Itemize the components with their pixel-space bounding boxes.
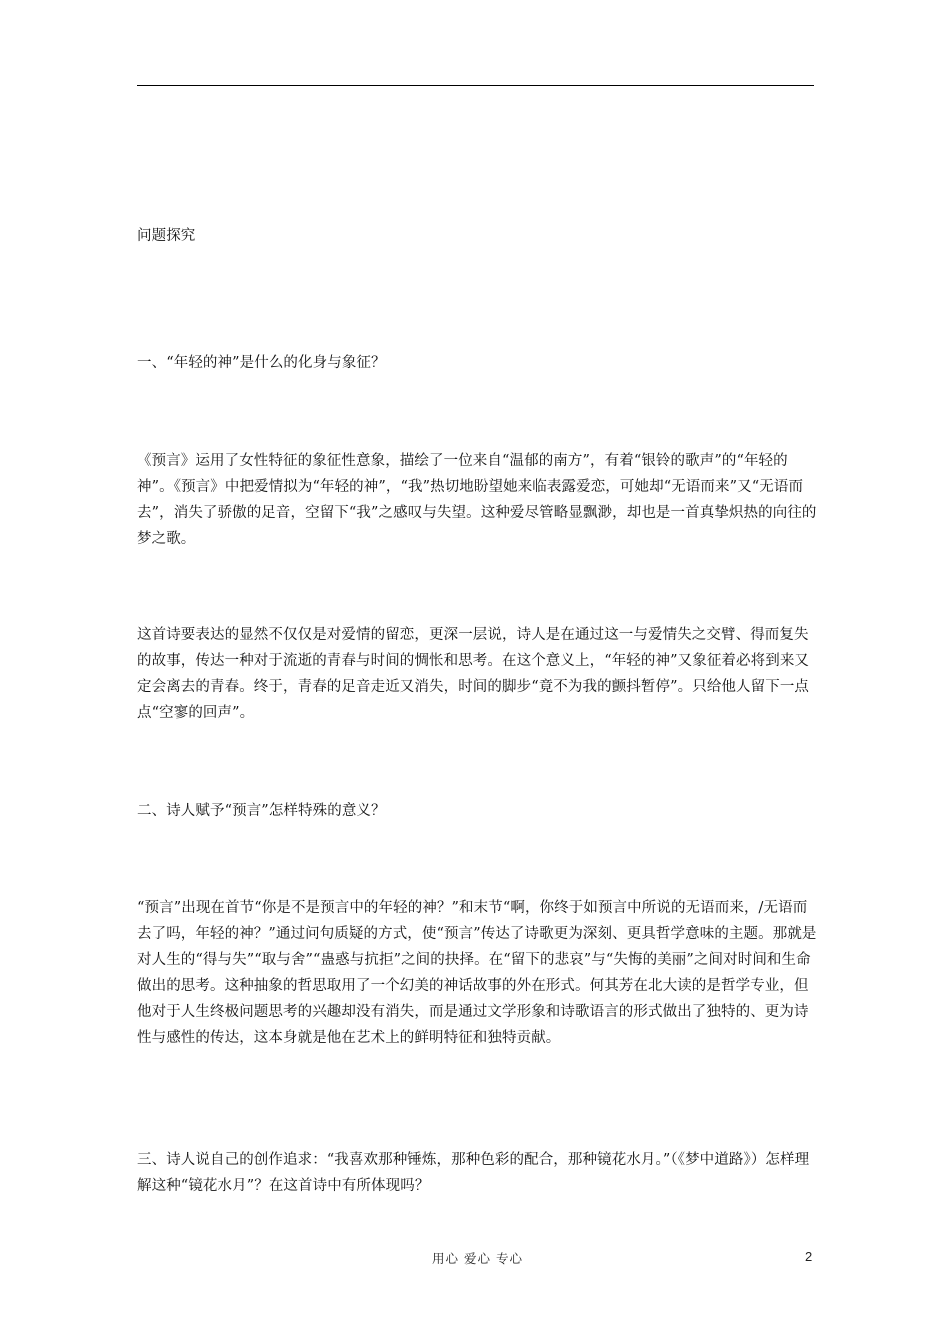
question-2-paragraph-1: “预言”出现在首节“你是不是预言中的年轻的神？”和末节“啊，你终于如预言中所说的无语而来，/无语而去了吗，年轻的神？”通过问句质疑的方式，使“预言”传达了诗歌更为深刻、更具哲学意味的主题。那就是对人生的“得与失”“取与舍”“蛊惑与抗拒”之间的抉择。在“留下的悲哀”与“失悔的美丽”之间对时间和生命做出的思考。这种抽象的哲思取用了一个幻美的神话故事的外在形式。何其芳在北大读的是哲学专业，但他对于人生终极问题思考的兴趣却没有消失，而是通过文学形象和诗歌语言的形式做出了独特的、更为诗性与感性的传达，这本身就是他在艺术上的鲜明特征和独特贡献。	[137, 900, 817, 1046]
question-3-heading: 三、诗人说自己的创作追求：“我喜欢那种锤炼，那种色彩的配合，那种镜花水月。”（《梦中道路》）怎样理解这种“镜花水月”？在这首诗中有所体现吗？	[137, 1152, 810, 1194]
question-1-paragraph-2: 这首诗要表达的显然不仅仅是对爱情的留恋，更深一层说，诗人是在通过这一与爱情失之交臂、得而复失的故事，传达一种对于流逝的青春与时间的惆怅和思考。在这个意义上，“年轻的神”又象征着必将到来又定会离去的青春。终于，青春的足音走近又消失，时间的脚步“竟不为我的颤抖暂停”。只给他人留下一点点“空寥的回声”。	[137, 627, 810, 721]
header-rule	[137, 85, 814, 86]
page-number: 2	[805, 1249, 813, 1264]
footer-motto: 用心 爱心 专心	[432, 1251, 523, 1266]
question-2-heading: 二、诗人赋予“预言”怎样特殊的意义？	[137, 803, 386, 819]
question-1-heading: 一、“年轻的神”是什么的化身与象征？	[137, 355, 386, 371]
question-1-paragraph-1: 《预言》运用了女性特征的象征性意象，描绘了一位来自“温郁的南方”，有着“银铃的歌声”的“年轻的神”。《预言》中把爱情拟为“年轻的神”，“我”热切地盼望她来临表露爱恋，可她却“无语而来”又“无语而去”，消失了骄傲的足音，空留下“我”之感叹与失望。这种爱尽管略显飘渺，却也是一首真挚炽热的向往的梦之歌。	[137, 453, 817, 547]
section-title: 问题探究	[137, 228, 196, 244]
